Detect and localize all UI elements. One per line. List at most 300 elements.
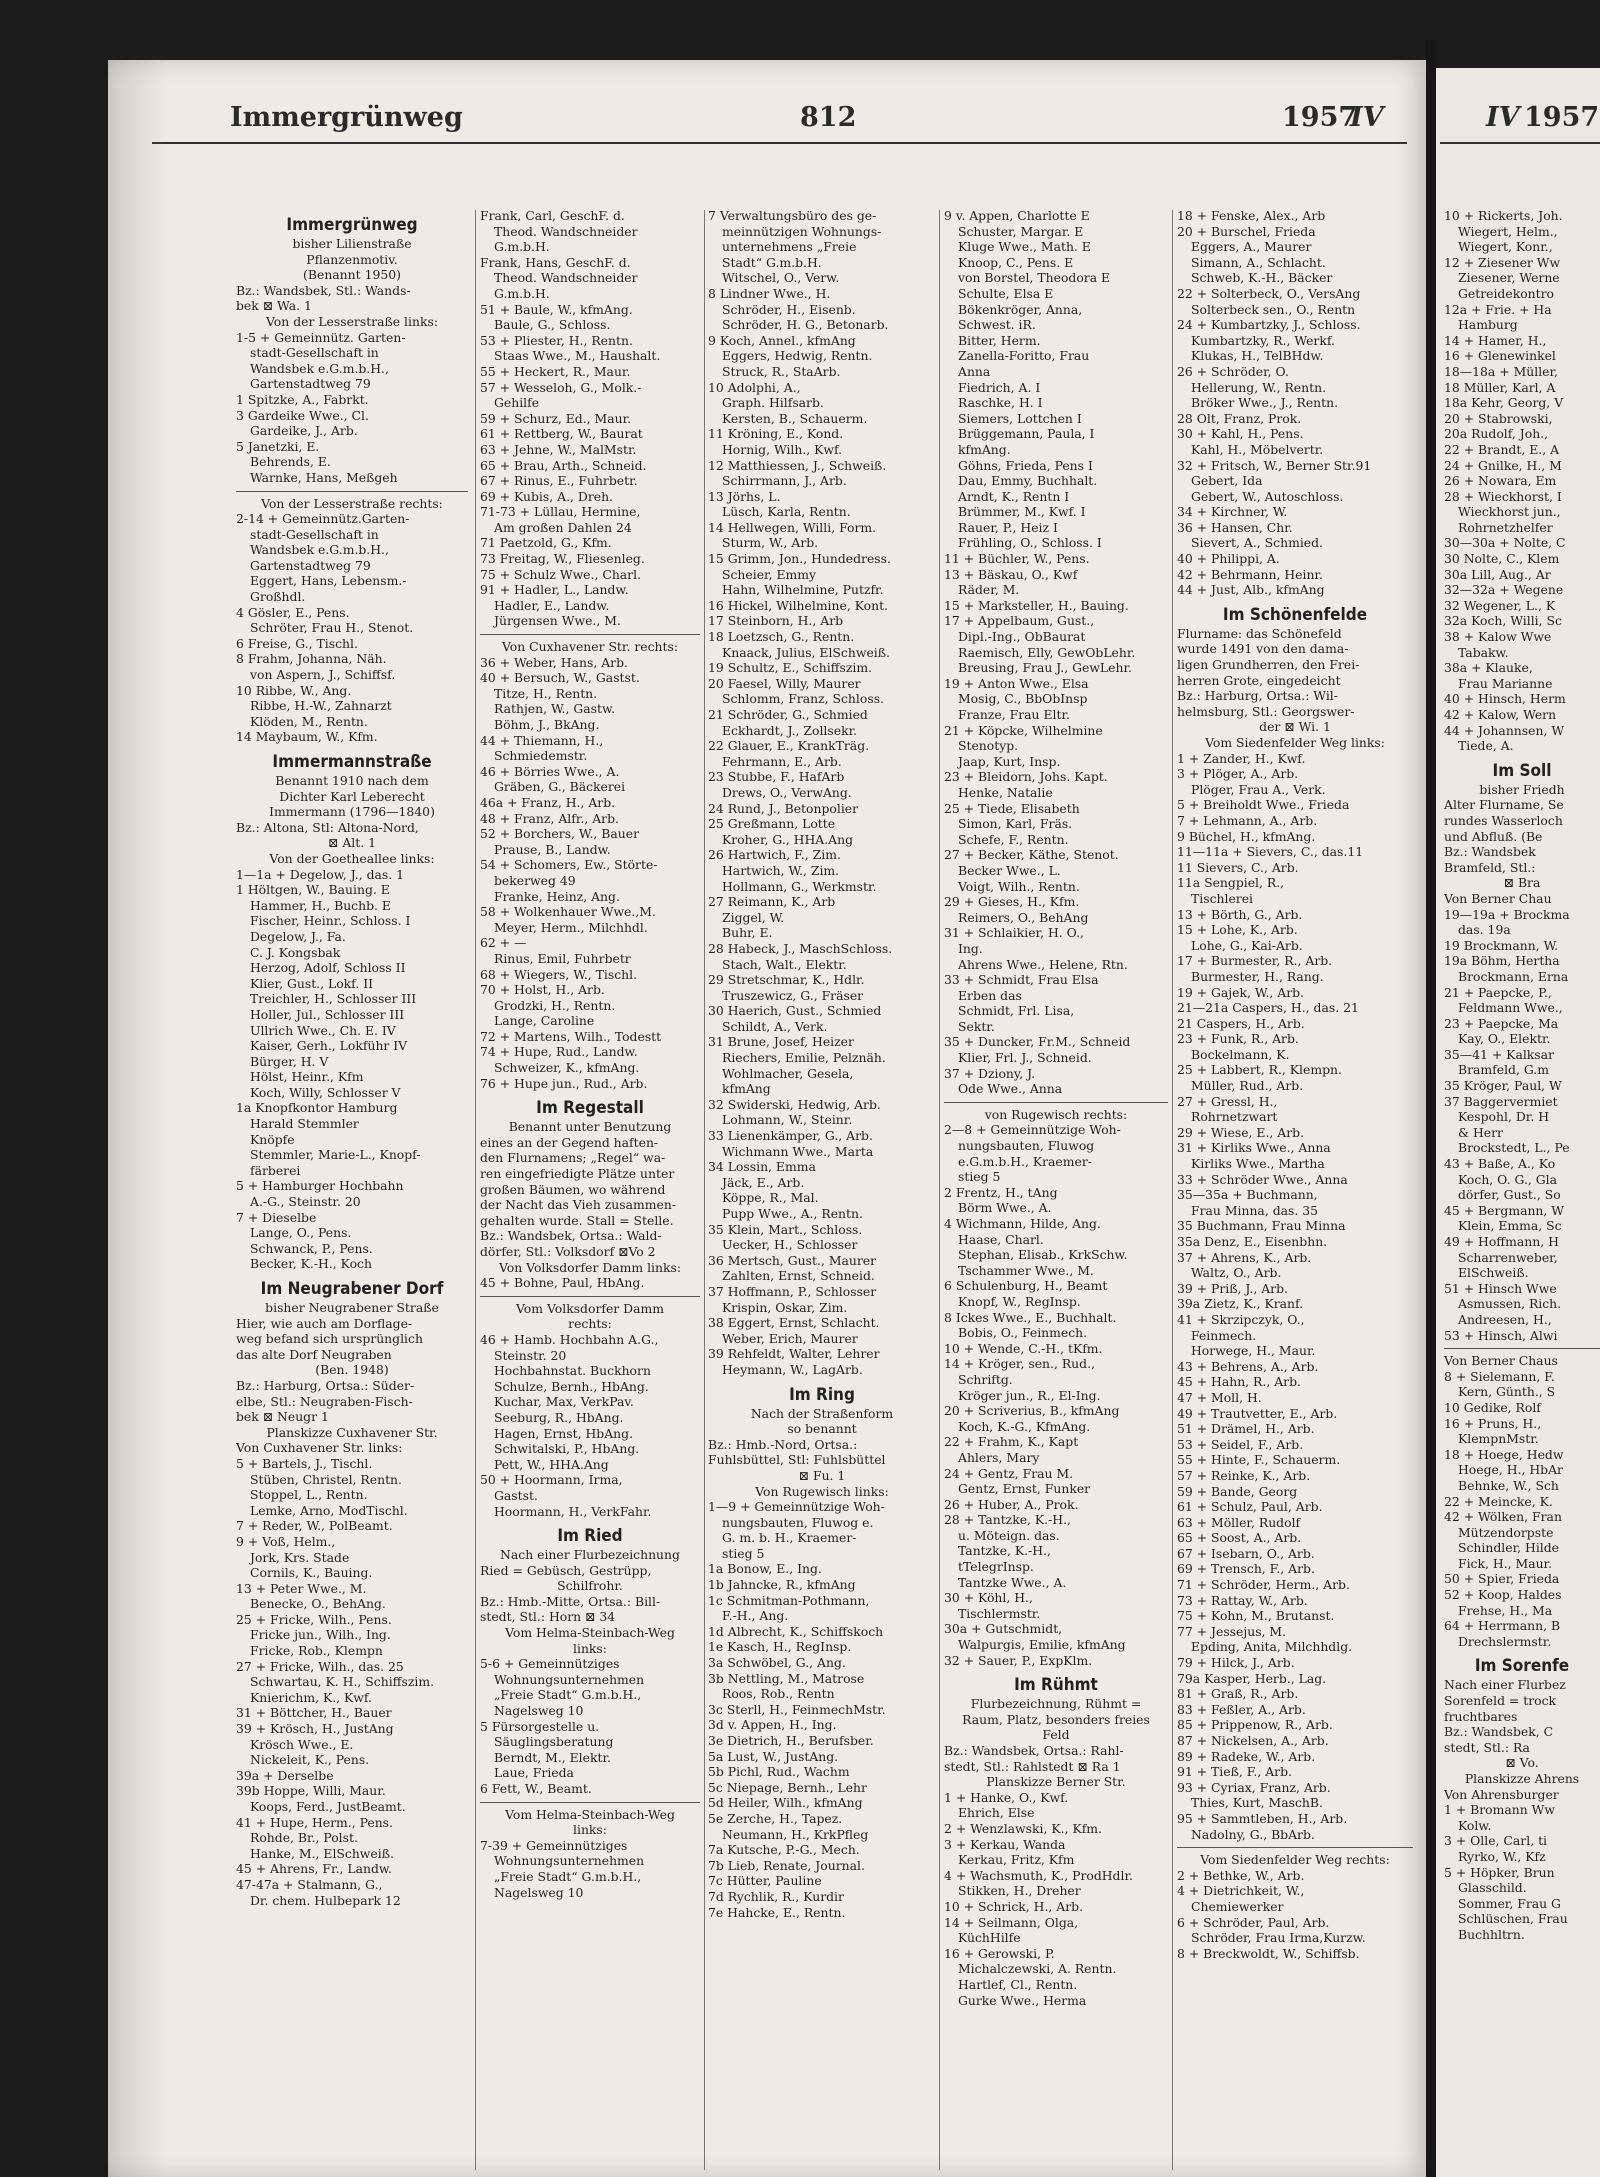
resident-entry: Tabakw. xyxy=(1458,644,1509,660)
address-entry: 8 + Sielemann, F. xyxy=(1444,1368,1555,1384)
resident-entry: Berndt, M., Elektr. xyxy=(494,1749,611,1765)
resident-entry: Franze, Frau Eltr. xyxy=(958,707,1070,722)
centered-note: (Ben. 1948) xyxy=(315,1362,389,1378)
address-entry: 1 Höltgen, W., Bauing. E xyxy=(236,882,390,898)
address-entry: 27 Reimann, K., Arb xyxy=(708,894,836,910)
resident-entry: Börm Wwe., A. xyxy=(958,1200,1052,1216)
centered-note: Planskizze Cuxhavener Str. xyxy=(266,1424,438,1440)
address-entry: 35—35a + Buchmann, xyxy=(1177,1187,1318,1203)
address-entry: 14 Maybaum, W., Kfm. xyxy=(236,729,378,745)
address-entry: 6 + Schröder, Paul, Arb. xyxy=(1177,1914,1330,1930)
resident-entry: tTelegrInsp. xyxy=(958,1559,1034,1575)
address-entry: 31 + Böttcher, H., Bauer xyxy=(236,1705,392,1721)
resident-entry: Simann, A., Schlacht. xyxy=(1191,254,1326,270)
address-entry: 11a Sengpiel, R., xyxy=(1177,875,1285,891)
address-entry: 24 + Gentz, Frau M. xyxy=(944,1465,1074,1481)
address-entry: 4 Wichmann, Hilde, Ang. xyxy=(944,1216,1101,1231)
resident-entry: Schulze, Bernh., HbAng. xyxy=(494,1378,649,1394)
resident-entry: Becker, K.-H., Koch xyxy=(250,1256,372,1272)
address-entry: 11 + Büchler, W., Pens. xyxy=(944,551,1090,567)
address-entry: 32 Swiderski, Hedwig, Arb. xyxy=(708,1096,881,1112)
address-entry: stedt, Stl.: Horn ⊠ 34 xyxy=(480,1609,616,1625)
address-entry: 10 Ribbe, W., Ang. xyxy=(236,682,352,698)
resident-entry: Wichmann Wwe., Marta xyxy=(722,1143,874,1159)
resident-entry: Glasschild. xyxy=(1458,1880,1527,1896)
address-entry: 41 + Hupe, Herm., Pens. xyxy=(236,1814,393,1830)
centered-note: Vom Siedenfelder Weg rechts: xyxy=(1200,1852,1390,1868)
address-entry: 31 Brune, Josef, Heizer xyxy=(708,1034,854,1050)
resident-entry: Jürgensen Wwe., M. xyxy=(494,613,621,629)
address-entry: 2 + Bethke, W., Arb. xyxy=(1177,1867,1305,1883)
address-entry: 6 Freise, G., Tischl. xyxy=(236,635,358,651)
column-rule xyxy=(475,210,476,2170)
address-entry: 6 Fett, W., Beamt. xyxy=(480,1781,592,1796)
address-entry: 13 + Börth, G., Arb. xyxy=(1177,906,1303,922)
address-entry: 25 + Tiede, Elisabeth xyxy=(944,800,1080,816)
resident-entry: Bobis, O., Feinmech. xyxy=(958,1325,1088,1341)
resident-entry: Frau Marianne xyxy=(1458,675,1553,691)
address-entry: 1—9 + Gemeinnützige Woh- xyxy=(708,1499,885,1515)
address-entry: 19—19a + Brockma xyxy=(1444,906,1570,922)
resident-entry: A.-G., Steinstr. 20 xyxy=(250,1194,361,1210)
resident-entry: Zanella-Foritto, Frau xyxy=(958,348,1090,364)
resident-entry: Mosig, C., BbObInsp xyxy=(958,691,1088,707)
address-entry: 89 + Radeke, W., Arb. xyxy=(1177,1748,1316,1764)
address-entry: 36 Mertsch, Gust., Maurer xyxy=(708,1252,877,1268)
address-entry: Bz.: Hmb.-Nord, Ortsa.: xyxy=(708,1436,858,1452)
address-entry: 91 + Hadler, L., Landw. xyxy=(480,582,629,598)
address-entry: 31 + Schlaikier, H. O., xyxy=(944,925,1084,941)
resident-entry: Koops, Ferd., JustBeamt. xyxy=(250,1799,406,1814)
address-entry: 2—8 + Gemeinnützige Woh- xyxy=(944,1122,1121,1138)
resident-entry: Bökenkröger, Anna, xyxy=(958,301,1083,317)
address-entry: 79 + Hilck, J., Arb. xyxy=(1177,1655,1295,1671)
resident-entry: KlempnMstr. xyxy=(1458,1431,1539,1447)
address-entry: 5c Niepage, Bernh., Lehr xyxy=(708,1779,867,1795)
resident-entry: Graph. Hilfsarb. xyxy=(722,395,824,411)
resident-entry: Horwege, H., Maur. xyxy=(1191,1343,1316,1359)
address-entry: 16 + Gerowski, P. xyxy=(944,1945,1055,1961)
address-entry: 32a Koch, Willi, Sc xyxy=(1444,613,1562,629)
resident-entry: Hartlef, Cl., Rentn. xyxy=(958,1976,1078,1992)
resident-entry: dörfer, Gust., So xyxy=(1458,1187,1561,1203)
address-entry: 46a + Franz, H., Arb. xyxy=(480,794,616,810)
resident-entry: F.-H., Ang. xyxy=(722,1608,789,1624)
resident-entry: Eggers, Hedwig, Rentn. xyxy=(722,348,873,364)
resident-entry: von Aspern, J., Schiffsf. xyxy=(250,667,396,683)
address-entry: Bz.: Wandsbek, C xyxy=(1444,1724,1554,1740)
centered-note: bisher Lilienstraße xyxy=(292,236,412,251)
address-entry: 39 + Priß, J., Arb. xyxy=(1177,1280,1288,1296)
address-entry: 3e Dietrich, H., Berufsber. xyxy=(708,1733,874,1748)
street-heading: Im Schönenfelde xyxy=(1222,604,1368,625)
address-entry: 55 + Heckert, R., Maur. xyxy=(480,363,631,379)
resident-entry: Buhr, E. xyxy=(722,925,773,941)
resident-entry: Voigt, Wilh., Rentn. xyxy=(958,878,1080,894)
address-entry: 3 + Kerkau, Wanda xyxy=(944,1836,1066,1852)
address-entry: 93 + Cyriax, Franz, Arb. xyxy=(1177,1779,1331,1795)
street-heading: Im Ried xyxy=(557,1526,623,1547)
resident-entry: Warnke, Hans, Meßgeh xyxy=(250,469,398,485)
resident-entry: Haase, Charl. xyxy=(958,1231,1044,1247)
column-rule xyxy=(1172,210,1173,2170)
address-entry: 30 + Köhl, H., xyxy=(944,1590,1033,1606)
column-rule xyxy=(704,210,705,2170)
address-entry: 3a Schwöbel, G., Ang. xyxy=(708,1655,846,1671)
address-entry: 26 + Nowara, Em xyxy=(1444,473,1557,489)
resident-entry: Bitter, Herm. xyxy=(958,332,1041,348)
header-rule xyxy=(152,142,1407,144)
address-entry: Bz.: Harburg, Ortsa.: Wil- xyxy=(1177,688,1338,704)
address-entry: 30 Nolte, C., Klem xyxy=(1444,551,1560,567)
resident-entry: Krösch Wwe., E. xyxy=(250,1736,354,1752)
resident-entry: Klöden, M., Rentn. xyxy=(250,713,368,729)
address-entry: 3 + Plöger, A., Arb. xyxy=(1177,766,1299,782)
resident-entry: Schirrmann, J., Arb. xyxy=(722,473,847,489)
resident-entry: Schröder, H. G., Betonarb. xyxy=(722,317,889,333)
resident-entry: Wieckhorst jun., xyxy=(1458,504,1561,520)
address-entry: 25 + Labbert, R., Klempn. xyxy=(1177,1062,1342,1078)
directory-column-1 xyxy=(236,208,468,1908)
address-entry: 77 + Jessejus, M. xyxy=(1177,1623,1287,1639)
resident-entry: meinnützigen Wohnungs- xyxy=(722,223,882,239)
resident-entry: Lohmann, W., Steinr. xyxy=(722,1112,853,1128)
address-entry: 26 Hartwich, F., Zim. xyxy=(708,847,841,863)
resident-entry: Ullrich Wwe., Ch. E. IV xyxy=(250,1022,396,1038)
resident-entry: Ziggel, W. xyxy=(722,909,785,925)
facing-header-rule xyxy=(1440,142,1600,144)
address-entry: 57 + Wesseloh, G., Molk.- xyxy=(480,379,642,395)
resident-entry: Struck, R., StaArb. xyxy=(722,363,841,379)
resident-entry: Am großen Dahlen 24 xyxy=(494,519,632,535)
resident-entry: Walpurgis, Emilie, kfmAng xyxy=(958,1637,1126,1653)
centered-note: Nach der Straßenform xyxy=(750,1405,894,1421)
resident-entry: Witschel, O., Verw. xyxy=(722,270,840,286)
address-entry: 18 + Fenske, Alex., Arb xyxy=(1177,208,1326,223)
section-divider xyxy=(480,634,700,635)
centered-note: ⊠ Vo. xyxy=(1505,1755,1539,1771)
resident-entry: Stikken, H., Dreher xyxy=(958,1883,1081,1899)
resident-entry: Erben das xyxy=(958,987,1022,1003)
resident-entry: Ing. xyxy=(958,940,983,956)
centered-note: Dichter Karl Leberecht xyxy=(279,788,425,804)
resident-entry: Zahlten, Ernst, Schneid. xyxy=(722,1268,875,1284)
resident-entry: Eckhardt, J., Zollsekr. xyxy=(722,722,858,738)
resident-entry: Holler, Jul., Schlosser III xyxy=(250,1006,405,1022)
address-entry: Frank, Hans, GeschF. d. xyxy=(480,254,631,270)
resident-entry: kfmAng xyxy=(722,1081,771,1097)
resident-entry: Schröter, Frau H., Stenot. xyxy=(250,620,414,636)
address-entry: 54 + Schomers, Ew., Störte- xyxy=(480,857,658,873)
resident-entry: Gebert, W., Autoschloss. xyxy=(1191,488,1344,504)
address-entry: 1-5 + Gemeinnütz. Garten- xyxy=(236,329,406,345)
centered-note: Von Volksdorfer Damm links: xyxy=(498,1259,682,1275)
address-entry: 24 Rund, J., Betonpolier xyxy=(708,800,859,816)
resident-entry: Koch, Willy, Schlosser V xyxy=(250,1084,401,1100)
resident-entry: Cornils, K., Bauing. xyxy=(250,1565,373,1581)
address-entry: Von Berner Chau xyxy=(1444,890,1552,906)
address-entry: 23 + Paepcke, Ma xyxy=(1444,1015,1559,1031)
resident-entry: Tischlermstr. xyxy=(958,1605,1041,1621)
resident-entry: Drechslermstr. xyxy=(1458,1633,1552,1649)
address-entry: 35 Klein, Mart., Schloss. xyxy=(708,1221,863,1237)
resident-entry: Seeburg, R., HbAng. xyxy=(494,1409,624,1425)
address-entry: 38 Eggert, Ernst, Schlacht. xyxy=(708,1315,880,1331)
resident-entry: Knopf, W., RegInsp. xyxy=(958,1293,1081,1309)
address-entry: 10 + Rickerts, Joh. xyxy=(1444,208,1563,223)
address-entry: 1e Kasch, H., RegInsp. xyxy=(708,1639,852,1655)
address-entry: 53 + Pliester, H., Rentn. xyxy=(480,332,633,348)
centered-note: der ⊠ Wi. 1 xyxy=(1259,719,1331,735)
resident-entry: Fischer, Heinr., Schloss. I xyxy=(250,913,411,929)
address-entry: fruchtbares xyxy=(1444,1708,1518,1724)
address-entry: 44 + Johannsen, W xyxy=(1444,722,1565,738)
centered-note: Planskizze Ahrens xyxy=(1464,1771,1580,1786)
running-head-year: 1957 xyxy=(1282,102,1358,133)
street-heading: Immermannstraße xyxy=(272,752,432,772)
facing-running-head-section: IV xyxy=(1486,102,1520,133)
resident-entry: Ahlers, Mary xyxy=(958,1449,1040,1465)
resident-entry: Jaap, Kurt, Insp. xyxy=(958,753,1061,769)
resident-entry: Roos, Rob., Rentn xyxy=(722,1686,835,1702)
address-entry: 46 + Börries Wwe., A. xyxy=(480,763,620,779)
resident-entry: & Herr xyxy=(1458,1124,1503,1140)
resident-entry: Frehse, H., Ma xyxy=(1458,1602,1553,1618)
address-entry: Bz.: Wandsbek, Ortsa.: Wald- xyxy=(480,1228,662,1244)
address-entry: 13 + Peter Wwe., M. xyxy=(236,1580,367,1596)
address-entry: Bz.: Hmb.-Mitte, Ortsa.: Bill- xyxy=(480,1593,661,1609)
address-entry: 22 + Meincke, K. xyxy=(1444,1493,1553,1509)
address-entry: 41 + Skrzipczyk, O., xyxy=(1177,1311,1305,1327)
address-entry: 69 + Trensch, F., Arb. xyxy=(1177,1561,1315,1577)
resident-entry: Gräben, G., Bäckerei xyxy=(494,779,626,795)
address-entry: 7e Hahcke, E., Rentn. xyxy=(708,1904,846,1920)
resident-entry: Wandsbek e.G.m.b.H., xyxy=(250,542,389,558)
address-entry: 16 + Pruns, H., xyxy=(1444,1415,1542,1431)
address-entry: 35 Buchmann, Frau Minna xyxy=(1177,1218,1346,1234)
centered-note: Benannt 1910 nach dem xyxy=(275,773,429,788)
resident-entry: Schwanck, P., Pens. xyxy=(250,1240,373,1256)
address-entry: 45 + Hahn, R., Arb. xyxy=(1177,1374,1301,1390)
resident-entry: stadt-Gesellschaft in xyxy=(250,345,379,361)
resident-entry: Getreidekontro xyxy=(1458,285,1555,301)
resident-entry: Räder, M. xyxy=(958,582,1020,598)
address-entry: 53 + Seidel, F., Arb. xyxy=(1177,1436,1304,1452)
address-entry: 44 + Just, Alb., kfmAng xyxy=(1177,582,1325,598)
centered-note: Von der Lesserstraße rechts: xyxy=(261,495,443,511)
address-entry: 29 + Gieses, H., Kfm. xyxy=(944,894,1080,910)
address-entry: 20 + Stabrowski, xyxy=(1444,410,1553,426)
resident-entry: Gartenstadtweg 79 xyxy=(250,557,371,573)
resident-entry: Stach, Walt., Elektr. xyxy=(722,956,847,972)
resident-entry: Schwitalski, P., HbAng. xyxy=(494,1441,640,1457)
address-entry: 62 + — xyxy=(480,935,527,951)
address-entry: 76 + Hupe jun., Rud., Arb. xyxy=(480,1075,648,1091)
address-entry: 17 Steinborn, H., Arb xyxy=(708,613,844,629)
resident-entry: Prause, B., Landw. xyxy=(494,841,611,857)
address-entry: 1—1a + Degelow, J., das. 1 xyxy=(236,866,405,882)
street-heading: Im Neugrabener Dorf xyxy=(260,1279,444,1299)
address-entry: 52 + Borchers, W., Bauer xyxy=(480,826,640,842)
address-entry: 37 + Ahrens, K., Arb. xyxy=(1177,1249,1312,1265)
resident-entry: Andreesen, H., xyxy=(1458,1311,1552,1327)
address-entry: 1 + Hanke, O., Kwf. xyxy=(944,1789,1069,1805)
resident-entry: Ode Wwe., Anna xyxy=(958,1081,1063,1097)
address-entry: 35 Kröger, Paul, W xyxy=(1444,1078,1562,1094)
address-entry: 5 + Hamburger Hochbahn xyxy=(236,1178,404,1194)
address-entry: 20 Faesel, Willy, Maurer xyxy=(708,675,861,691)
resident-entry: Rohrnetzhelfer xyxy=(1458,519,1553,535)
address-entry: großen Bäumen, wo während xyxy=(480,1181,666,1197)
address-entry: 64 + Herrmann, B xyxy=(1444,1618,1561,1634)
address-entry: 10 + Wende, C.-H., tKfm. xyxy=(944,1340,1103,1356)
resident-entry: Solterbeck sen., O., Rentn xyxy=(1191,301,1356,317)
resident-entry: Großhdl. xyxy=(250,589,306,605)
resident-entry: Stüben, Christel, Rentn. xyxy=(250,1471,402,1487)
address-entry: 55 + Hinte, F., Schauerm. xyxy=(1177,1452,1341,1468)
resident-entry: Lemke, Arno, ModTischl. xyxy=(250,1502,408,1518)
address-entry: 47 + Moll, H. xyxy=(1177,1389,1262,1405)
address-entry: 5 + Bartels, J., Tischl. xyxy=(236,1455,373,1471)
directory-column-4 xyxy=(944,208,1168,2008)
resident-entry: stieg 5 xyxy=(958,1169,1001,1185)
address-entry: rundes Wasserloch xyxy=(1444,812,1563,828)
address-entry: Bz.: Altona, Stl: Altona-Nord, xyxy=(236,819,419,835)
street-heading: Im Ring xyxy=(789,1384,855,1405)
resident-entry: Knoop, C., Pens. E xyxy=(958,254,1074,270)
address-entry: 33 Lienenkämper, G., Arb. xyxy=(708,1128,873,1144)
resident-entry: G.m.b.H. xyxy=(494,285,550,301)
address-entry: 5b Pichl, Rud., Wachm xyxy=(708,1764,850,1780)
resident-entry: Hadler, E., Landw. xyxy=(494,597,610,613)
address-entry: 15 + Lohe, K., Arb. xyxy=(1177,922,1298,938)
resident-entry: Wohnungsunternehmen xyxy=(494,1671,645,1687)
resident-entry: bekerweg 49 xyxy=(494,872,576,888)
address-entry: 63 + Möller, Rudolf xyxy=(1177,1514,1301,1530)
resident-entry: unternehmens „Freie xyxy=(722,239,857,255)
resident-entry: Hahn, Wilhelmine, Putzfr. xyxy=(722,582,884,598)
resident-entry: Tiede, A. xyxy=(1458,738,1514,754)
address-entry: 9 + Voß, Helm., xyxy=(236,1533,336,1549)
centered-note: von Rugewisch rechts: xyxy=(984,1106,1128,1122)
section-divider xyxy=(1177,1847,1413,1848)
address-entry: 39b Hoppe, Willi, Maur. xyxy=(236,1783,386,1799)
resident-entry: Raemisch, Elly, GewObLehr. xyxy=(958,644,1136,660)
resident-entry: Kluge Wwe., Math. E xyxy=(958,239,1091,255)
resident-entry: Hoormann, H., VerkFahr. xyxy=(494,1503,652,1519)
centered-note: Nach einer Flurbezeichnung xyxy=(500,1547,680,1563)
resident-entry: Koch, O. G., Gla xyxy=(1458,1171,1558,1187)
address-entry: 59 + Bande, Georg xyxy=(1177,1483,1298,1499)
address-entry: 29 Stretschmar, K., Hdlr. xyxy=(708,972,865,988)
address-entry: 73 Freitag, W., Fliesenleg. xyxy=(480,551,645,567)
resident-entry: Wohnungsunternehmen xyxy=(494,1853,645,1869)
resident-entry: Franke, Heinz, Ang. xyxy=(494,888,620,904)
resident-entry: Stephan, Elisab., KrkSchw. xyxy=(958,1247,1128,1263)
address-entry: 1a Knopfkontor Hamburg xyxy=(236,1100,398,1116)
centered-note: (Benannt 1950) xyxy=(303,267,401,283)
centered-note: Pflanzenmotiv. xyxy=(306,251,398,267)
address-entry: 2 Frentz, H., tAng xyxy=(944,1184,1058,1200)
address-entry: 25 Greßmann, Lotte xyxy=(708,816,836,832)
resident-entry: Kroher, G., HHA.Ang xyxy=(722,831,854,847)
resident-entry: Gartenstadtweg 79 xyxy=(250,376,371,392)
address-entry: 5e Zerche, H., Tapez. xyxy=(708,1810,843,1826)
address-entry: 32 + Fritsch, W., Berner Str.91 xyxy=(1177,457,1372,473)
address-entry: Hier, wie auch am Dorflage- xyxy=(236,1315,413,1331)
address-entry: 18 Loetzsch, G., Rentn. xyxy=(708,629,855,645)
address-entry: 1 + Bromann Ww xyxy=(1444,1802,1556,1818)
address-entry: 73 + Rattay, W., Arb. xyxy=(1177,1592,1308,1608)
resident-entry: Ryrko, W., Kfz xyxy=(1458,1848,1546,1864)
address-entry: 3c Sterll, H., FeinmechMstr. xyxy=(708,1701,886,1717)
street-heading: Im Rühmt xyxy=(1014,1675,1098,1696)
street-heading: Immergrünweg xyxy=(286,215,418,235)
address-entry: 5d Heiler, Wilh., kfmAng xyxy=(708,1795,863,1811)
centered-note: Schilfrohr. xyxy=(557,1578,623,1594)
address-entry: 87 + Nickelsen, A., Arb. xyxy=(1177,1733,1329,1748)
address-entry: 48 + Franz, Alfr., Arb. xyxy=(480,810,619,826)
resident-entry: Knöpfe xyxy=(250,1131,295,1147)
address-entry: Frank, Carl, GeschF. d. xyxy=(480,208,625,223)
address-entry: 45 + Bergmann, W xyxy=(1444,1202,1565,1218)
address-entry: 19 Schultz, E., Schiffszim. xyxy=(708,660,873,676)
resident-entry: Kerkau, Fritz, Kfm xyxy=(958,1852,1075,1868)
resident-entry: Schindler, Hilde xyxy=(1458,1540,1560,1556)
address-entry: 11 Sievers, C., Arb. xyxy=(1177,859,1299,875)
address-entry: 39a Zietz, K., Kranf. xyxy=(1177,1296,1304,1312)
address-entry: 17 + Burmester, R., Arb. xyxy=(1177,953,1333,969)
centered-note: ⊠ Fu. 1 xyxy=(798,1467,846,1483)
resident-entry: Rohrnetzwart xyxy=(1191,1109,1278,1125)
resident-entry: Hammer, H., Buchb. E xyxy=(250,897,391,913)
resident-entry: Dr. chem. Hulbepark 12 xyxy=(250,1892,401,1908)
resident-entry: Jäck, E., Arb. xyxy=(722,1174,805,1190)
resident-entry: Hoege, H., HbAr xyxy=(1458,1462,1563,1478)
resident-entry: Dau, Emmy, Buchhalt. xyxy=(958,473,1098,489)
resident-entry: Sturm, W., Arb. xyxy=(722,535,819,551)
address-entry: Bz.: Wandsbek, Ortsa.: Rahl- xyxy=(944,1743,1124,1758)
address-entry: 14 + Kröger, sen., Rud., xyxy=(944,1356,1095,1372)
resident-entry: Ribbe, H.-W., Zahnarzt xyxy=(250,698,392,714)
address-entry: 34 Lossin, Emma xyxy=(708,1159,816,1175)
resident-entry: u. Möteign. das. xyxy=(958,1527,1060,1543)
address-entry: 1 + Zander, H., Kwf. xyxy=(1177,750,1306,766)
address-entry: 61 + Rettberg, W., Baurat xyxy=(480,426,643,442)
resident-entry: Schuster, Margar. E xyxy=(958,223,1084,239)
resident-entry: Tschammer Wwe., M. xyxy=(958,1262,1094,1278)
address-entry: 30—30a + Nolte, C xyxy=(1444,535,1566,551)
resident-entry: Ahrens Wwe., Helene, Rtn. xyxy=(958,956,1128,972)
resident-entry: Kay, O., Elektr. xyxy=(1458,1031,1551,1047)
resident-entry: Wiegert, Helm., xyxy=(1458,223,1558,239)
resident-entry: Degelow, J., Fa. xyxy=(250,928,346,944)
address-entry: Alter Flurname, Se xyxy=(1444,797,1564,813)
address-entry: 5 Janetzki, E. xyxy=(236,438,320,454)
address-entry: dörfer, Stl.: Volksdorf ⊠Vo 2 xyxy=(480,1244,656,1259)
address-entry: 14 Hellwegen, Willi, Form. xyxy=(708,519,877,535)
resident-entry: Stoppel, L., Rentn. xyxy=(250,1487,368,1503)
address-entry: 35—41 + Kalksar xyxy=(1444,1046,1554,1062)
centered-note: Von der Goetheallee links: xyxy=(269,850,435,866)
resident-entry: Hamburg xyxy=(1458,317,1518,333)
resident-entry: Steinstr. 20 xyxy=(494,1347,567,1363)
address-entry: bek ⊠ Wa. 1 xyxy=(236,298,312,314)
resident-entry: „Freie Stadt“ G.m.b.H., xyxy=(494,1687,642,1703)
centered-note: Von Rugewisch links: xyxy=(755,1483,889,1499)
address-entry: 10 + Schrick, H., Arb. xyxy=(944,1898,1084,1914)
resident-entry: C. J. Kongsbak xyxy=(250,944,341,960)
